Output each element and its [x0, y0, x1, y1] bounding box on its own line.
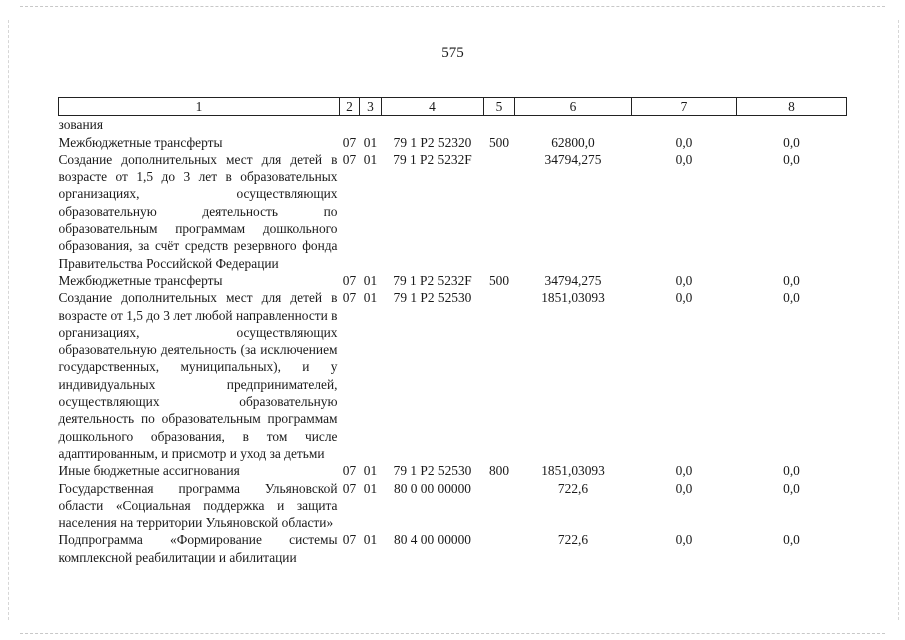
- row-name: Иные бюджетные ассигнования: [58, 463, 240, 479]
- row-amount-col8: 0,0: [783, 290, 800, 306]
- row-name: Создание дополнительных мест для детей в возрасте от 1,5 до 3 лет в образовательных организациях, осуществляющих образовательную деятельность по образовательным программам дошкольного образования, за счёт средств резервного фонда Правительства Российской Федерации: [58, 151, 338, 271]
- row-expense-type: [484, 151, 515, 272]
- row-amount-col6: [515, 116, 632, 134]
- row-subsection: 01: [363, 532, 378, 548]
- row-subsection: 01: [363, 290, 378, 306]
- row-amount-col7: 0,0: [675, 463, 693, 479]
- row-expense-type: [484, 116, 515, 134]
- row-target-article: 79 1 P2 52530: [393, 290, 472, 306]
- row-amount-col7: 0,0: [675, 532, 693, 548]
- scan-edge-right: [898, 20, 899, 620]
- row-amount-col8: 0,0: [783, 532, 800, 548]
- table-header-row: [59, 98, 847, 116]
- row-amount-col6: 34794,275: [544, 151, 602, 167]
- table-row: [59, 289, 847, 462]
- row-target-article: 80 4 00 00000: [394, 532, 471, 548]
- row-amount-col6: 1851,03093: [541, 463, 605, 479]
- row-amount-col6: 722,6: [557, 532, 589, 548]
- row-subsection: 01: [363, 463, 378, 479]
- row-amount-col7: 0,0: [675, 151, 693, 167]
- row-section: 07: [342, 463, 357, 479]
- row-expense-type: 800: [488, 463, 510, 479]
- row-name: Создание дополнительных мест для детей в возрасте от 1,5 до 3 лет любой направленности в организациях, осуществляющих образовательную деятельность (за исключением государственных, муниципальных), и у индивидуальных предпринимателей, осуществляющих образовательную деятельность по образовательным программам дошкольного образования, в том числе адаптированным, и присмотр и уход за детьми: [58, 290, 338, 461]
- table-row: [59, 480, 847, 532]
- row-target-article: 79 1 P2 5232F: [393, 272, 472, 288]
- table-row: [59, 151, 847, 272]
- row-amount-col8: 0,0: [783, 134, 800, 150]
- row-amount-col6: 722,6: [557, 480, 589, 496]
- row-section: [340, 116, 360, 134]
- row-target-article: 80 0 00 00000: [394, 480, 471, 496]
- row-target-article: 79 1 P2 5232F: [393, 151, 472, 167]
- row-amount-col6: 62800,0: [551, 134, 595, 150]
- row-target-article: 79 1 P2 52320: [393, 134, 472, 150]
- table-row: [59, 531, 847, 566]
- row-amount-col8: 0,0: [783, 463, 800, 479]
- row-name: Межбюджетные трансферты: [58, 272, 223, 288]
- row-subsection: [360, 116, 382, 134]
- row-target-article: 79 1 P2 52530: [393, 463, 472, 479]
- header-col-8: 8: [737, 98, 847, 116]
- table-row: [59, 134, 847, 151]
- row-expense-type: [484, 289, 515, 462]
- row-amount-col6: 34794,275: [544, 272, 602, 288]
- table-row: [59, 462, 847, 479]
- row-amount-col8: 0,0: [783, 272, 800, 288]
- row-subsection: 01: [363, 134, 378, 150]
- row-expense-type: [484, 480, 515, 532]
- table-row: [59, 116, 847, 134]
- scan-edge-left: [8, 20, 9, 620]
- row-amount-col7: 0,0: [675, 290, 693, 306]
- row-section: 07: [342, 480, 357, 496]
- header-col-1: 1: [59, 98, 340, 116]
- row-expense-type: [484, 531, 515, 566]
- row-subsection: 01: [363, 480, 378, 496]
- page-number: 575: [441, 45, 464, 61]
- row-name: Государственная программа Ульяновской области «Социальная поддержка и защита населения на территории Ульяновской области»: [58, 480, 338, 531]
- row-amount-col8: [737, 116, 847, 134]
- row-amount-col8: 0,0: [783, 480, 800, 496]
- row-subsection: 01: [363, 151, 378, 167]
- header-col-4: 4: [382, 98, 484, 116]
- row-section: 07: [342, 532, 357, 548]
- row-section: 07: [342, 272, 357, 288]
- header-col-7: 7: [632, 98, 737, 116]
- row-amount-col7: 0,0: [675, 480, 693, 496]
- budget-table: [58, 97, 847, 566]
- row-section: 07: [342, 134, 357, 150]
- row-target-article: [382, 116, 484, 134]
- header-col-3: 3: [360, 98, 382, 116]
- row-amount-col6: 1851,03093: [541, 290, 605, 306]
- row-subsection: 01: [363, 272, 378, 288]
- row-section: 07: [342, 290, 357, 306]
- table-row: [59, 272, 847, 289]
- row-amount-col7: 0,0: [675, 134, 693, 150]
- row-name: зования: [58, 117, 103, 133]
- row-name: Подпрограмма «Формирование системы комплексной реабилитации и абилитации: [58, 532, 338, 565]
- row-amount-col7: [632, 116, 737, 134]
- row-amount-col8: 0,0: [783, 151, 800, 167]
- row-amount-col7: 0,0: [675, 272, 693, 288]
- scan-edge-top: [20, 6, 885, 7]
- header-col-2: 2: [340, 98, 360, 116]
- scan-edge-bottom: [20, 633, 885, 634]
- row-expense-type: 500: [488, 134, 510, 150]
- header-col-5: 5: [484, 98, 515, 116]
- row-section: 07: [342, 151, 357, 167]
- row-name: Межбюджетные трансферты: [58, 134, 223, 150]
- row-expense-type: 500: [488, 272, 510, 288]
- header-col-6: 6: [515, 98, 632, 116]
